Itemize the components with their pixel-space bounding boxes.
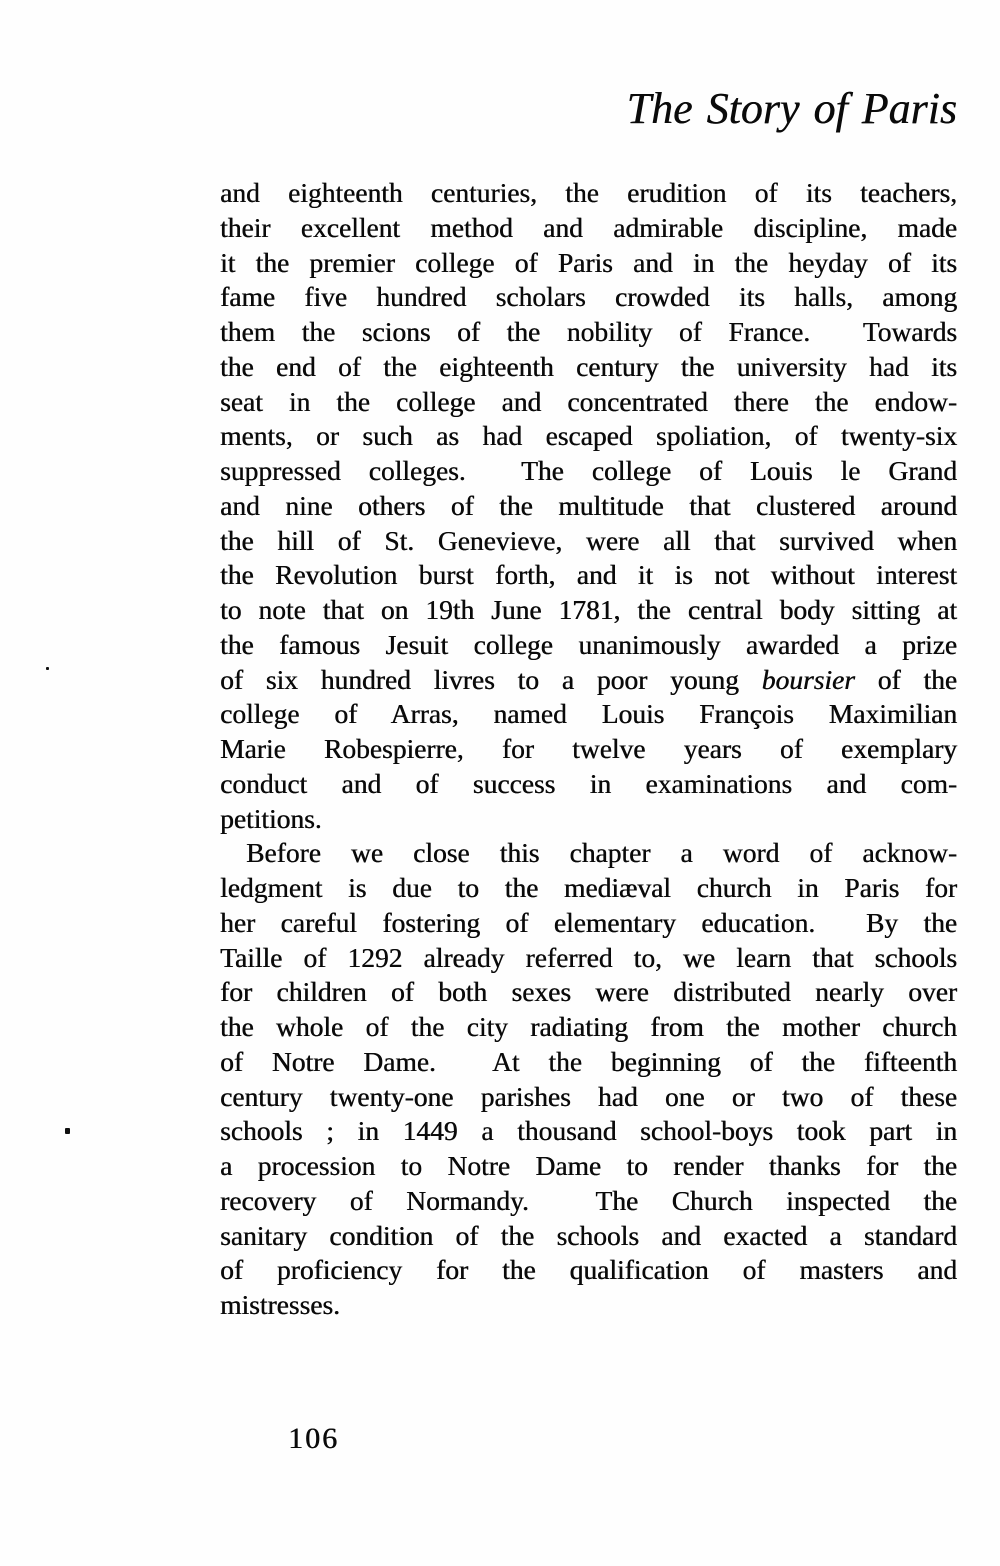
- text-line: it the premier college of Paris and in the heyday of its: [220, 246, 957, 278]
- text-line: and eighteenth centuries, the erudition of its teachers,: [220, 177, 957, 208]
- text-line: sanitary condition of the schools and exacted a standard: [220, 1219, 957, 1251]
- text-line: her careful fostering of elementary education. By the: [220, 906, 957, 938]
- italic-term: boursier: [761, 663, 855, 695]
- text-line: recovery of Normandy. The Church inspected the: [220, 1184, 957, 1216]
- text-line: schools ; in 1449 a thousand school-boys took part in: [220, 1115, 957, 1147]
- body-text: [220, 176, 957, 1323]
- text-line: the hill of St. Genevieve, were all that survived when: [220, 524, 957, 556]
- text-line: the whole of the city radiating from the mother church: [220, 1011, 957, 1042]
- text-line: and nine others of the multitude that clustered around: [220, 489, 957, 521]
- text-line: ments, or such as had escaped spoliation, of twenty-six: [220, 420, 957, 452]
- text-line: Taille of 1292 already referred to, we learn that schools: [220, 941, 957, 973]
- text-line: seat in the college and concentrated there the endow-: [220, 385, 957, 417]
- text-line: a procession to Notre Dame to render thanks for the: [220, 1150, 957, 1181]
- text-line: conduct and of success in examinations and com-: [220, 767, 957, 799]
- text-line: ledgment is due to the mediæval church in Paris for: [220, 872, 957, 903]
- text-line: petitions.: [220, 802, 322, 834]
- running-header-title: The Story of Paris: [626, 84, 957, 133]
- text-line: mistresses.: [220, 1289, 340, 1320]
- text-line: for children of both sexes were distributed nearly over: [220, 976, 957, 1008]
- text-line: the end of the eighteenth century the university had its: [220, 350, 957, 382]
- text-line: the famous Jesuit college unanimously awarded a prize: [220, 628, 957, 660]
- text-line: suppressed colleges. The college of Louis le Grand: [220, 455, 957, 486]
- text-line: their excellent method and admirable discipline, made: [220, 211, 957, 243]
- ink-speck: [65, 1128, 70, 1134]
- page-number: 106: [288, 1422, 339, 1455]
- text-line: the Revolution burst forth, and it is not without interest: [220, 559, 957, 591]
- text-line: them the scions of the nobility of France. Towards: [220, 316, 957, 347]
- text-line: Marie Robespierre, for twelve years of exemplary: [220, 733, 957, 764]
- ink-speck: [46, 667, 49, 670]
- text-line: fame five hundred scholars crowded its halls, among: [220, 281, 957, 313]
- text-line: college of Arras, named Louis François Maximilian: [220, 698, 957, 730]
- paragraph: [220, 176, 957, 836]
- text-line: of proficiency for the qualification of masters and: [220, 1254, 957, 1286]
- text-line: to note that on 19th June 1781, the central body sitting at: [220, 594, 957, 625]
- paragraph: [220, 836, 957, 1323]
- text-line: of Notre Dame. At the beginning of the fifteenth: [220, 1045, 957, 1077]
- text-line: century twenty-one parishes had one or two of these: [220, 1080, 957, 1112]
- text-line: of six hundred livres to a poor young boursier of the: [220, 663, 957, 695]
- text-line: Before we close this chapter a word of acknow-: [246, 837, 957, 869]
